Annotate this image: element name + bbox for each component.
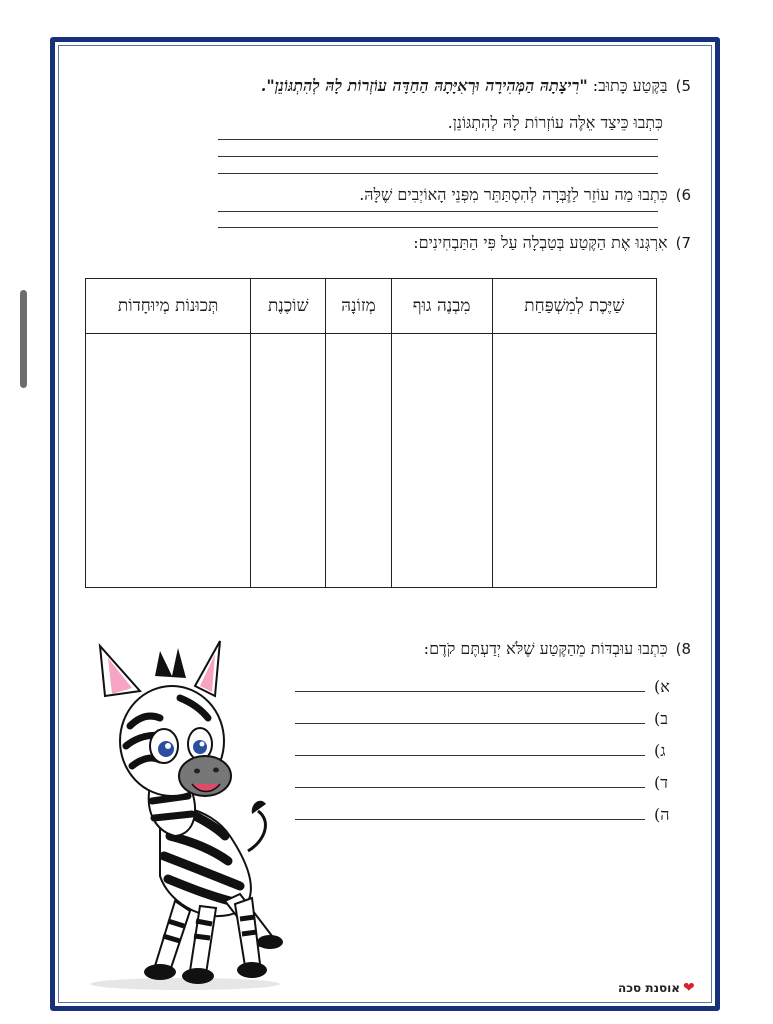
answer-line[interactable]	[295, 723, 645, 724]
question-7	[413, 233, 691, 253]
question-number: 7)	[675, 234, 691, 252]
question-number: 8)	[675, 640, 691, 658]
zebra-illustration	[60, 636, 300, 996]
table-cell[interactable]	[391, 334, 492, 588]
table-cell[interactable]	[251, 334, 326, 588]
answer-label: ב)	[654, 709, 668, 728]
answer-label: א)	[654, 677, 670, 696]
table-header-cell: שַׁיֶּכֶת לְמִשְׁפַּחַת	[492, 279, 656, 334]
organizer-table	[85, 278, 657, 588]
question-number: 5)	[675, 77, 691, 95]
question-8	[424, 639, 691, 659]
table-header-cell: תְּכוּנוֹת מְיוּחָדוֹת	[86, 279, 251, 334]
answer-line[interactable]	[295, 787, 645, 788]
answer-line[interactable]	[218, 139, 658, 140]
table-cell[interactable]	[492, 334, 656, 588]
table-header-cell: מִבְנֶה גוּף	[391, 279, 492, 334]
question-5-sub	[448, 113, 663, 133]
scrollbar-handle[interactable]	[20, 290, 27, 388]
credit-text: אוסנת סכה	[618, 981, 681, 995]
answer-line[interactable]	[218, 156, 658, 157]
credit-footer	[618, 980, 695, 996]
question-subtext: כִּתְבוּ כֵּיצַד אֵלֶּה עוֹזְרוֹת לָהּ לְהִתְגּוֹנֵן.	[447, 113, 663, 132]
answer-line[interactable]	[295, 819, 645, 820]
question-number: 6)	[675, 186, 691, 204]
question-text: כִּתְבוּ מַה עוֹזֵר לַזֶּבְּרָה לְהִסְתַּתֵּר מִפְּנֵי הָאוֹיְבִים שֶׁלָּהּ.	[359, 185, 668, 204]
question-text: כִּתְבוּ עוּבְדּוֹת מֵהַקֶּטַע שֶׁלֹּא יְדַעְתֶּם קֹדֶם:	[423, 639, 668, 658]
answer-line[interactable]	[295, 755, 645, 756]
table-row	[86, 334, 657, 588]
table-header-cell: מְזוֹנָהּ	[326, 279, 392, 334]
question-5	[261, 76, 691, 96]
question-6	[359, 185, 691, 205]
question-text: אִרְגְּנוּ אֶת הַקֶּטַע בְּטַבְלָה עַל פִּי הַתַּבְחִינִים:	[413, 233, 668, 252]
table-cell[interactable]	[86, 334, 251, 588]
table-header-cell: שׁוֹכֶנֶת	[251, 279, 326, 334]
answer-line[interactable]	[295, 691, 645, 692]
answer-label: ד)	[654, 773, 668, 792]
answer-label: ה)	[654, 805, 670, 824]
answer-label: ג)	[654, 741, 666, 760]
table-cell[interactable]	[326, 334, 392, 588]
answer-line[interactable]	[218, 173, 658, 174]
question-quote: "רִיצָתָהּ הַמְּהִירָה וּרְאִיָּתָהּ הַחַדָּה עוֹזְרוֹת לָהּ לְהִתְגּוֹנֵן".	[260, 76, 588, 95]
heart-icon: ❤	[683, 980, 695, 996]
answer-line[interactable]	[218, 211, 658, 212]
table-header-row	[86, 279, 657, 334]
question-text: בַּקֶּטַע כָּתוּב:	[587, 76, 668, 95]
answer-line[interactable]	[218, 227, 658, 228]
